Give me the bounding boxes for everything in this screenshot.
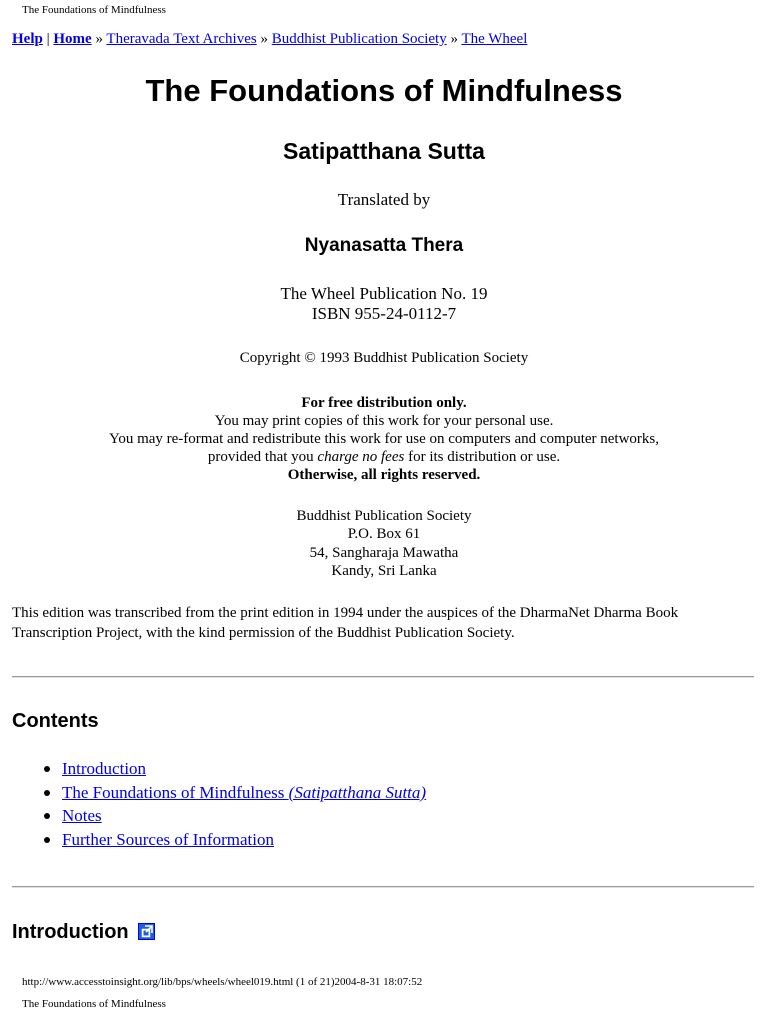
toc-link-notes[interactable]: Notes [62,806,102,826]
address-box: P.O. Box 61 [347,526,421,543]
emphasis: charge no fees [317,449,405,465]
page-title: The Foundations of Mindfulness [145,73,623,108]
isbn: ISBN 955-24-0112-7 [311,304,457,323]
help-link[interactable]: Help [12,31,43,47]
address-city: Kandy, Sri Lanka [331,562,437,579]
copyright-notice: Copyright © 1993 Buddhist Publication Society [239,350,529,366]
home-link[interactable]: Home [53,31,92,47]
publication-info [0,284,768,324]
nav-separator: | [46,31,50,47]
rights-reserved-line: Otherwise, all rights reserved. [287,467,481,483]
nav-separator: » [450,31,458,47]
theravada-archives-link[interactable]: Theravada Text Archives [106,31,257,47]
list-item [30,758,426,782]
bullet-icon [44,790,50,796]
nav-separator: » [260,31,268,47]
free-distribution-line: For free distribution only. [301,395,467,411]
toc-link-introduction[interactable]: Introduction [62,759,147,778]
back-to-top-icon[interactable] [138,923,155,940]
list-item [30,805,426,829]
list-item [30,829,426,853]
transcription-note: This edition was transcribed from the print edition in 1994 under the auspices of the DharmaNet Dharma Book Transcription Project, with the kind permission of the Buddhist Publication Society. [12,605,679,641]
series-number: The Wheel Publication No. 19 [280,284,488,303]
nav-separator: » [95,31,103,47]
license-line: provided that you charge no fees for its distribution or use. [207,449,561,465]
divider [12,676,754,678]
toc-link-further-sources[interactable]: Further Sources of Information [62,830,274,850]
bullet-icon [44,837,50,843]
running-header: The Foundations of Mindfulness [22,4,166,16]
bullet-icon [44,766,50,772]
bullet-icon [44,813,50,819]
the-wheel-link[interactable]: The Wheel [461,31,528,47]
contents-heading: Contents [12,710,99,732]
translator-name: Nyanasatta Thera [304,235,464,256]
introduction-heading: Introduction [12,921,155,944]
contents-list [30,758,426,853]
breadcrumb [12,31,527,48]
bps-link[interactable]: Buddhist Publication Society [271,31,447,47]
print-footer-url: http://www.accesstoinsight.org/lib/bps/wheels/wheel019.html (1 of 21)2004-8-31 18:07:52 [22,976,423,988]
divider [12,886,754,888]
license-notice [0,394,768,484]
license-line: You may re-format and redistribute this work for use on computers and computer networks, [108,431,660,447]
translated-by-label: Translated by [337,190,431,209]
publisher-address [0,507,768,580]
running-header-next-page: The Foundations of Mindfulness [22,998,166,1010]
address-street: 54, Sangharaja Mawatha [309,544,459,561]
list-item [30,782,426,806]
license-line: You may print copies of this work for your personal use. [214,413,554,429]
toc-link-foundations[interactable]: The Foundations of Mindfulness (Satipatthana Sutta) [62,782,427,802]
address-org: Buddhist Publication Society [296,508,472,524]
page-subtitle: Satipatthana Sutta [283,138,485,164]
